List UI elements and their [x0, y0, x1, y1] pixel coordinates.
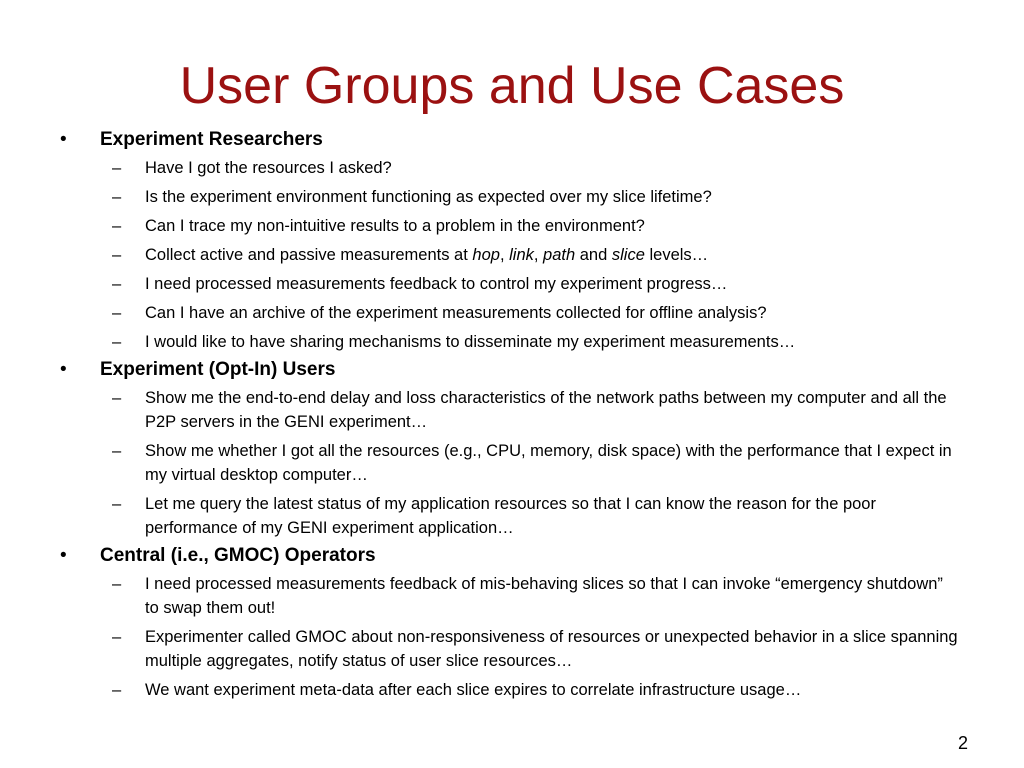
- level-hop: hop: [472, 246, 500, 264]
- measurement-suffix: levels…: [644, 246, 709, 264]
- dash-icon: –: [112, 389, 122, 407]
- dash-icon: –: [112, 628, 122, 646]
- dash-icon: –: [112, 217, 122, 235]
- section-heading-experiment-researchers: [60, 126, 960, 153]
- list-item-text: We want experiment meta-data after each slice expires to correlate infrastructure usage…: [145, 681, 802, 699]
- list-item-measurement-levels: [60, 243, 960, 267]
- slide-content: [60, 124, 960, 702]
- separator: ,: [533, 246, 544, 264]
- slide-title: User Groups and Use Cases: [179, 57, 845, 115]
- section-heading-gmoc-operators: [60, 542, 960, 569]
- list-item-text: I need processed measurements feedback to control my experiment progress…: [145, 275, 728, 293]
- level-path: path: [543, 246, 576, 264]
- list-item-text: [145, 246, 708, 264]
- list-item-text: Can I trace my non-intuitive results to a problem in the environment?: [145, 217, 645, 235]
- dash-icon: –: [112, 681, 122, 699]
- separator: ,: [499, 246, 510, 264]
- bullet-icon: •: [60, 545, 67, 566]
- page-number: 2: [957, 733, 968, 753]
- section-heading-text: Experiment Researchers: [100, 129, 323, 150]
- dash-icon: –: [112, 159, 122, 177]
- dash-icon: –: [112, 442, 122, 460]
- list-item-text: Show me the end-to-end delay and loss characteristics of the network paths between my computer and all the P2P servers in the GENI experiment…: [145, 389, 947, 431]
- dash-icon: –: [112, 333, 122, 351]
- measurement-prefix: Collect active and passive measurements at: [145, 246, 473, 264]
- list-item: [60, 625, 960, 673]
- list-item: [60, 492, 960, 540]
- list-item-text: Let me query the latest status of my application resources so that I can know the reason for the poor performance of my GENI experiment application…: [145, 495, 876, 537]
- section-heading-opt-in-users: [60, 356, 960, 383]
- level-slice: slice: [611, 246, 645, 264]
- list-item: [60, 301, 960, 325]
- dash-icon: –: [112, 246, 122, 264]
- list-item: [60, 156, 960, 180]
- dash-icon: –: [112, 188, 122, 206]
- list-item-text: Show me whether I got all the resources (e.g., CPU, memory, disk space) with the performance that I expect in my virtual desktop computer…: [145, 442, 952, 484]
- conjunction: and: [575, 246, 612, 264]
- bullet-icon: •: [60, 359, 67, 380]
- section-heading-text: Experiment (Opt-In) Users: [100, 359, 336, 380]
- dash-icon: –: [112, 304, 122, 322]
- list-item: [60, 272, 960, 296]
- section-heading-text: Central (i.e., GMOC) Operators: [100, 545, 376, 566]
- level-link: link: [509, 246, 534, 264]
- dash-icon: –: [112, 575, 122, 593]
- list-item-text: Can I have an archive of the experiment measurements collected for offline analysis?: [145, 304, 767, 322]
- list-item-text: Have I got the resources I asked?: [145, 159, 392, 177]
- list-item-text: I need processed measurements feedback of mis-behaving slices so that I can invoke “emergency shutdown” to swap them out!: [145, 575, 943, 617]
- list-item: [60, 439, 960, 487]
- dash-icon: –: [112, 495, 122, 513]
- list-item: [60, 330, 960, 354]
- list-item-text: I would like to have sharing mechanisms to disseminate my experiment measurements…: [145, 333, 796, 351]
- list-item-text: Is the experiment environment functioning as expected over my slice lifetime?: [145, 188, 712, 206]
- bullet-icon: •: [60, 129, 67, 150]
- list-item: [60, 386, 960, 434]
- list-item: [60, 214, 960, 238]
- list-item: [60, 185, 960, 209]
- list-item: [60, 572, 960, 620]
- dash-icon: –: [112, 275, 122, 293]
- list-item: [60, 678, 960, 702]
- list-item-text: Experimenter called GMOC about non-responsiveness of resources or unexpected behavior in a slice spanning multiple aggregates, notify status of user slice resources…: [145, 628, 958, 670]
